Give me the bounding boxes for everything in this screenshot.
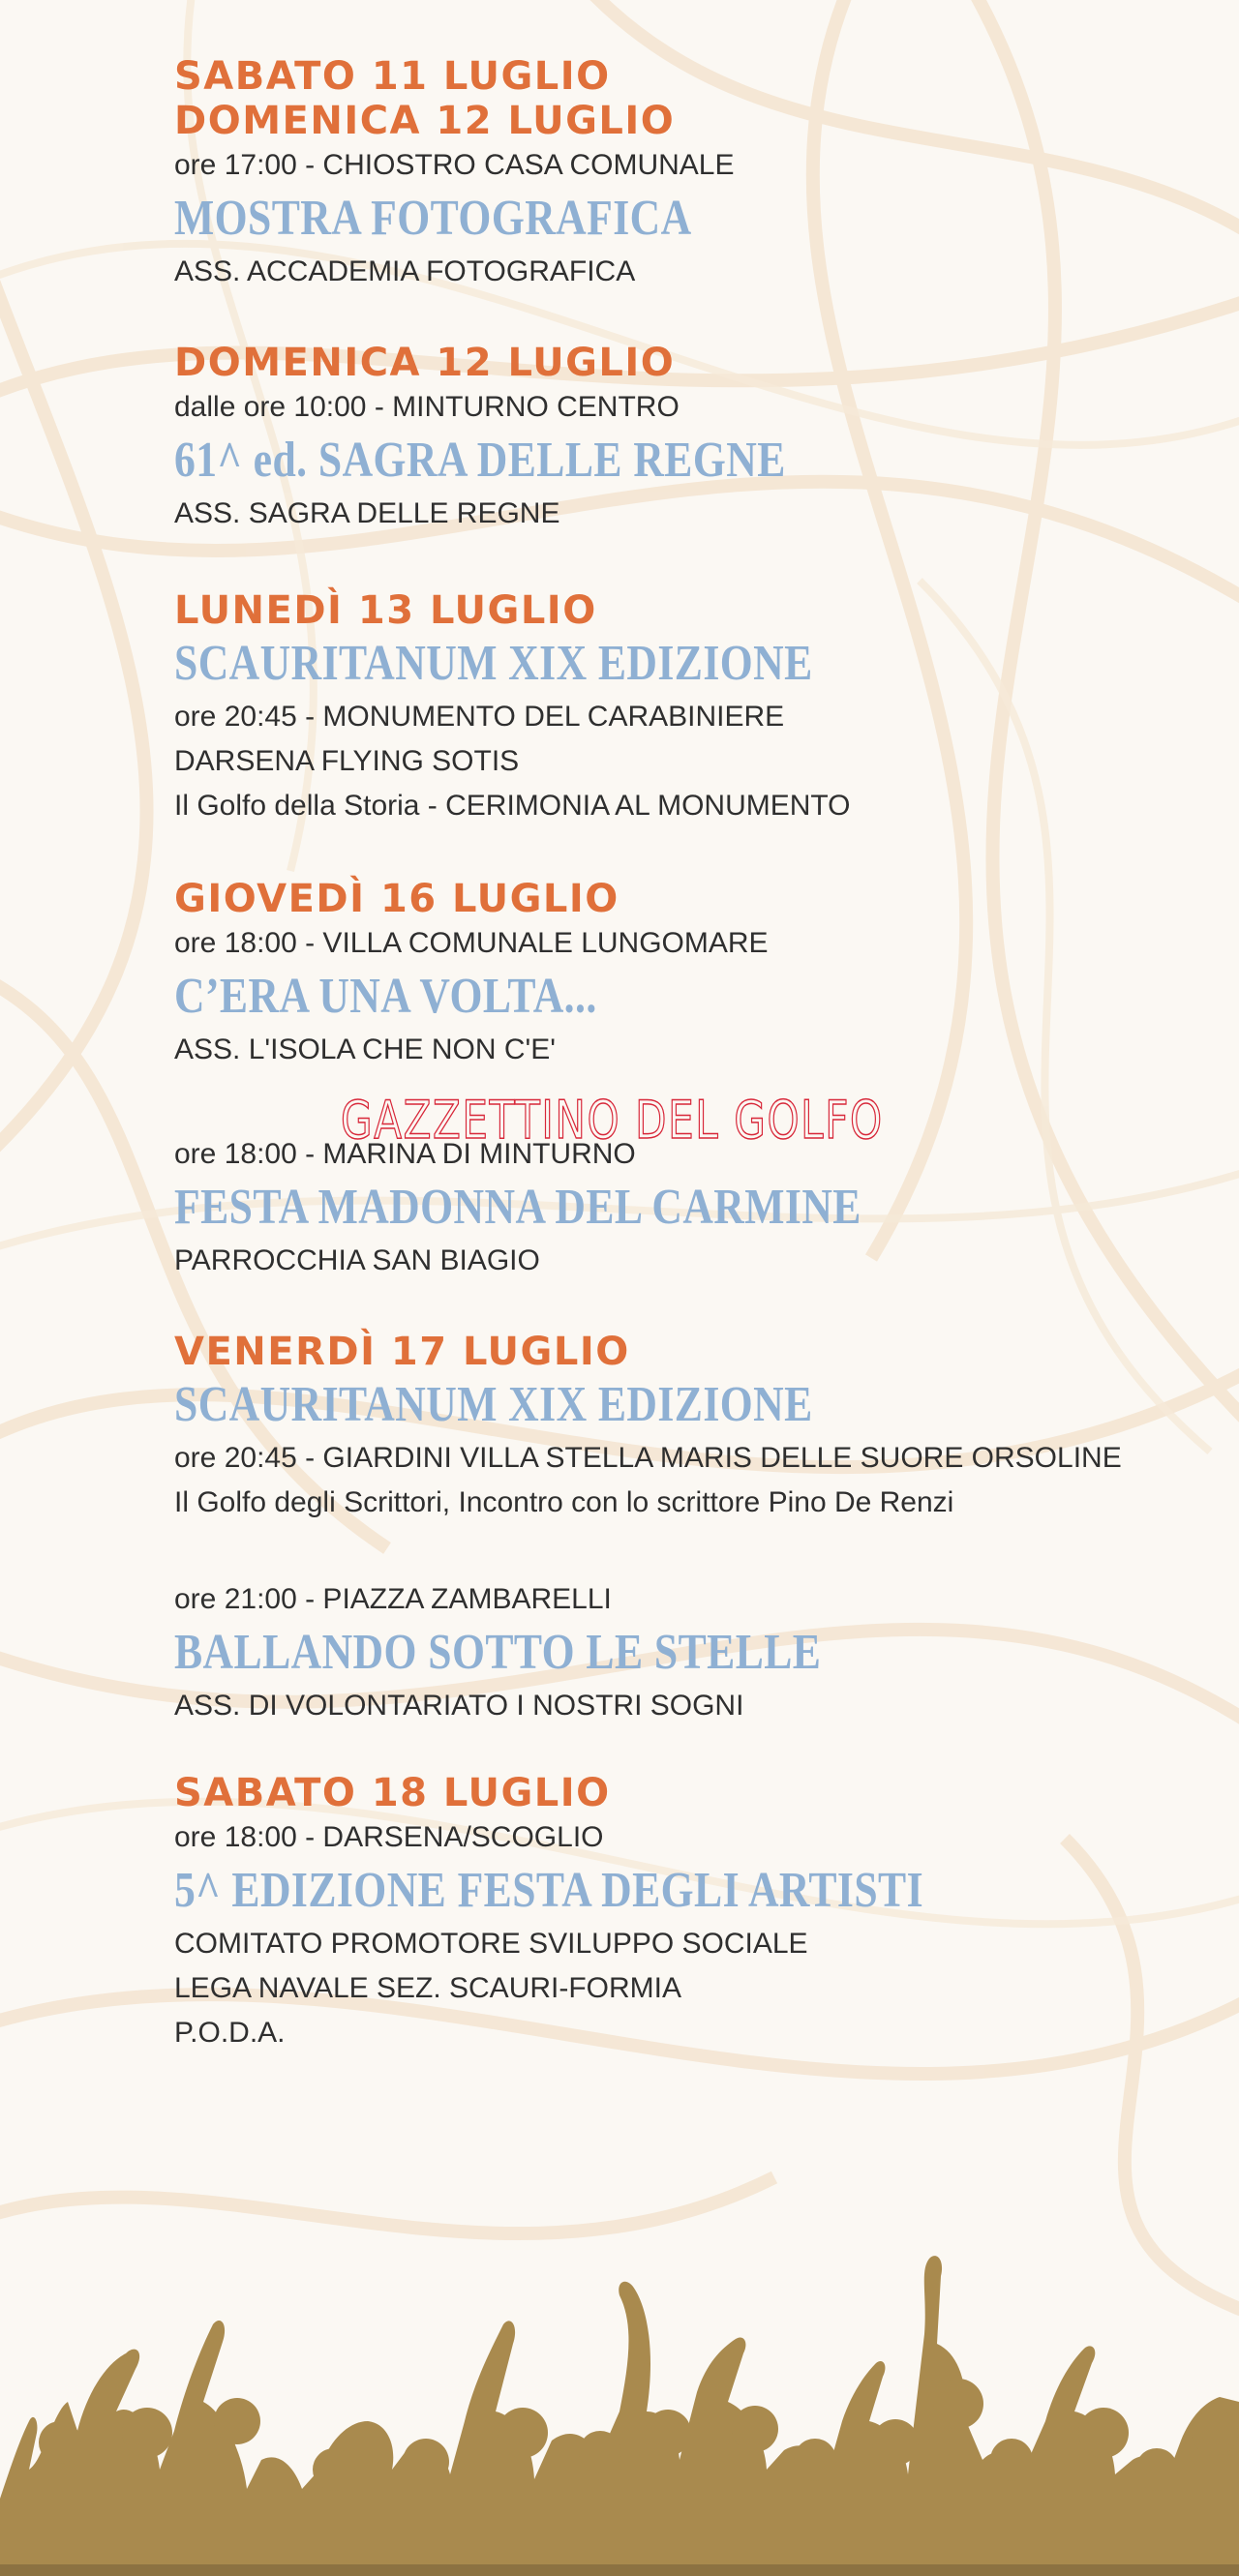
event-date: VENERDÌ 17 LUGLIO bbox=[174, 1330, 630, 1374]
event-block bbox=[174, 588, 934, 828]
event-info: ore 21:00 - PIAZZA ZAMBARELLI bbox=[174, 1583, 612, 1615]
event-info: ASS. SAGRA DELLE REGNE bbox=[174, 497, 560, 529]
event-title: SCAURITANUM XIX EDIZIONE bbox=[174, 636, 813, 691]
event-info: LEGA NAVALE SEZ. SCAURI-FORMIA bbox=[174, 1972, 682, 2004]
event-date: DOMENICA 12 LUGLIO bbox=[174, 341, 676, 385]
crowd-silhouette bbox=[0, 2179, 1239, 2576]
event-title: MOSTRA FOTOGRAFICA bbox=[174, 191, 692, 246]
event-block bbox=[174, 1330, 1122, 1525]
event-info: dalle ore 10:00 - MINTURNO CENTRO bbox=[174, 391, 680, 423]
event-info: Il Golfo degli Scrittori, Incontro con lo scrittore Pino De Renzi bbox=[174, 1486, 954, 1518]
event-title: BALLANDO SOTTO LE STELLE bbox=[174, 1625, 822, 1680]
event-info: ore 18:00 - MARINA DI MINTURNO bbox=[174, 1138, 636, 1170]
event-block bbox=[174, 1132, 992, 1283]
watermark: GAZZETTINO DEL GOLFO bbox=[341, 1090, 884, 1151]
event-info: PARROCCHIA SAN BIAGIO bbox=[174, 1244, 540, 1276]
event-info: ASS. L'ISOLA CHE NON C'E' bbox=[174, 1033, 556, 1065]
event-info: ore 20:45 - MONUMENTO DEL CARABINIERE bbox=[174, 701, 785, 733]
event-block bbox=[174, 341, 902, 536]
event-block bbox=[174, 877, 769, 1072]
event-block bbox=[174, 1577, 945, 1728]
event-info: P.O.D.A. bbox=[174, 2017, 286, 2049]
event-info: ore 18:00 - DARSENA/SCOGLIO bbox=[174, 1821, 604, 1853]
event-info: COMITATO PROMOTORE SVILUPPO SOCIALE bbox=[174, 1928, 808, 1960]
event-title: C’ERA UNA VOLTA... bbox=[174, 969, 597, 1024]
event-title: 5^ EDIZIONE FESTA DEGLI ARTISTI bbox=[174, 1863, 924, 1918]
event-info: ASS. DI VOLONTARIATO I NOSTRI SOGNI bbox=[174, 1690, 744, 1722]
event-info: ore 20:45 - GIARDINI VILLA STELLA MARIS DELLE SUORE ORSOLINE bbox=[174, 1442, 1122, 1474]
event-info: ASS. ACCADEMIA FOTOGRAFICA bbox=[174, 255, 636, 287]
event-title: 61^ ed. SAGRA DELLE REGNE bbox=[174, 433, 786, 488]
event-block bbox=[174, 1771, 1066, 2055]
event-date: SABATO 11 LUGLIO bbox=[174, 54, 611, 99]
event-date: GIOVEDÌ 16 LUGLIO bbox=[174, 877, 620, 921]
event-info: Il Golfo della Storia - CERIMONIA AL MONUMENTO bbox=[174, 790, 851, 822]
event-date: DOMENICA 12 LUGLIO bbox=[174, 99, 676, 143]
event-date: SABATO 18 LUGLIO bbox=[174, 1771, 611, 1815]
event-date: LUNEDÌ 13 LUGLIO bbox=[174, 588, 597, 633]
event-title: FESTA MADONNA DEL CARMINE bbox=[174, 1180, 861, 1235]
event-info: ore 17:00 - CHIOSTRO CASA COMUNALE bbox=[174, 149, 735, 181]
event-info: DARSENA FLYING SOTIS bbox=[174, 745, 520, 777]
event-block bbox=[174, 54, 790, 294]
event-title: SCAURITANUM XIX EDIZIONE bbox=[174, 1377, 813, 1432]
event-info: ore 18:00 - VILLA COMUNALE LUNGOMARE bbox=[174, 927, 769, 959]
